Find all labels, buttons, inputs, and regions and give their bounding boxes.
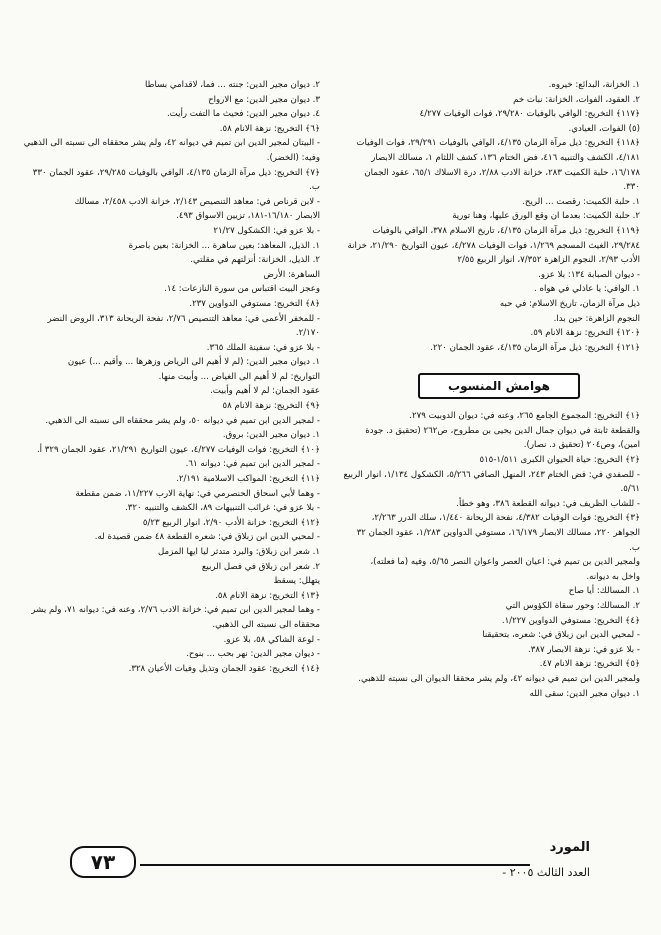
text-line: - لمجير الدين ابن تميم في ديوانه ٥٠، ولم يشر محققاه الى نسبته الى الذهبي. [45, 415, 320, 426]
text-line: ﴿٨﴾ التخريج: مستوفي الدواوين ٢٣٧. [189, 298, 320, 309]
text-line: - لابن قرناص في: معاهد التنصيص ٢/١٤٣، خزانة الادب ٢/٤٥٨، مسالك [74, 196, 320, 207]
text-line: - بلا عزو في: نزهة الابصار ٣٨٧. [528, 644, 640, 655]
text-line: ٢. شعر ابن زبلاق في فصل الربيع [201, 561, 320, 572]
text-line: ١. ديوان مجير الدين: سقى الله [529, 688, 640, 699]
text-line: ٢. العقود، الفوات، الخزانة: نبات خم [513, 94, 640, 105]
text-line: ٥/٦١. [620, 484, 640, 495]
text-line: الأدب ٢/٩٣، النجوم الزاهرة ٧/٣٥٢، انوار الربيع ٢/٥٥ [457, 255, 640, 266]
text-line: ١. شعر ابن زبلاق: والبرد متدثر ليا ايها المزمل [157, 547, 320, 557]
text-line: - وهما لأبي اسحاق الحنصرمي في: نهاية الارب ١١/٢٢٧، ضمن مقطعة [75, 488, 320, 499]
text-line: ﴿٣﴾ التخريج: فوات الوفيات ٤/٣٨٢، نفحة الريحانة ١/٤٤٠، سلك الدرر ٢/٢٦٣، [371, 513, 640, 524]
text-line: ٢. ديوان مجير الدين: جنته ... فما، لاقدامي بساطا [145, 80, 320, 90]
text-line: الجواهر ٢٢٠، مسالك الابصار ١٦/١٧٩، مستوفي الدواوين ١/٢٨٣، عقود الجمان ٣٢ [356, 528, 640, 539]
text-line: ٤. ديوان مجير الدين: فحيث ما التفت رأيت. [166, 109, 320, 120]
text-line: ﴿٤﴾ التخريج: مستوفي الدواوين ١/٢٢٧. [501, 615, 640, 626]
text-line: ﴿١١٩﴾ التخريج: ذيل مرآة الزمان ٤/١٣٥، تاريخ الاسلام ٣٧٨، الوافي بالوفيات [372, 225, 640, 236]
magazine-name: المورد [549, 840, 590, 855]
text-line: - لوعة الشاكي ٥٨، بلا عزو. [223, 634, 320, 645]
text-line: - وهما لمجير الدين ابن تميم في: خزانة الادب ٢/٧٦، وعنه في: ديوانه ٧١، ولم يشر [31, 605, 320, 616]
right-column-bottom [343, 409, 640, 701]
text-line: وفيه: (الخضر). [266, 152, 320, 163]
text-line: ٤/١٨١، الكشف والتنبيه ٤١٦، فض الختام ١٣٦، كشف اللثام ١، مسالك الابصار [371, 152, 640, 163]
text-line: - ديوان الصبابة ١٣٤: بلا عزو. [538, 269, 640, 280]
text-line: ﴿١﴾ التخريج: المجموع الجامع ٢٦٥، وعنه في: ديوان الدوبيت ٢٧٩. [409, 411, 640, 422]
text-line: ١. المسالك: أيا صاح [568, 586, 640, 597]
text-line: - للشاب الظريف في: ديوانه القطعة ٣٨٦، وهو خطأ. [456, 498, 640, 509]
text-line: وعجز البيت اقتباس من سورة النازعات: ١٤. [164, 284, 320, 295]
text-line: (٥) الفوات، العيادي. [568, 123, 640, 134]
section-heading: هوامش المنسوب [418, 373, 580, 399]
text-line: ١. ديوان مجير الدين: (لم لا أهيم الى الرياض وزهرها ... وأقيم ...) عيون [67, 357, 320, 368]
text-line: ﴿٥﴾ التخريج: نزهة الانام ٤٧. [539, 659, 640, 670]
text-line: - لمحيي الدين ابن زبلاق في: شعره القطعة ٤٨ ضمن قصيدة له. [94, 532, 320, 543]
text-line: ﴿٩﴾ التخريج: نزهة الانام ٥٨ [222, 401, 320, 412]
text-line: ٢٩/٢٨٤، الغيث المسجم ١/٢٦٩، فوات الوفيات ٤/٢٧٨، عيون التواريخ ٢١/٢٩٠، خزانة [347, 240, 640, 251]
text-line: - للمخفر الأعمى في: معاهد التنصيص ٢/٧٦، نفحة الريحانة ٣١٣، الروض النضر [47, 313, 320, 324]
text-line: ٢. حلبة الكميت: بعدما ان وقع الورق عليها، وهنا تورية [452, 211, 640, 222]
text-line: ب. [629, 542, 640, 553]
text-line: ١. حلبة الكميت: رقصت ... الريح. [522, 196, 640, 207]
text-line: ﴿١٢١﴾ التخريج: ذيل مرآة الزمان ٤/١٣٥، عقود الجمان ٢٢٠. [430, 342, 640, 353]
text-line: ولمجير الدين ابن تميم في ديوانه ٤٢، ولم يشر محققا الديوان الى نسبته للذهبي. [358, 673, 640, 684]
text-line: ٣. ديوان مجير الدين: مع الارواح [208, 94, 320, 105]
text-line: ﴿٧﴾ التخريج: ذيل مرآة الزمان ٤/١٣٥، الوافي بالوفيات ٢٩/٢٨٥، عقود الجمان ٣٣٠ [32, 167, 320, 178]
text-line: يتهلل: يسقط [273, 576, 320, 587]
text-line: ١. الوافي: يا عاذلي في هواه . [534, 284, 640, 295]
text-line: - لمحيي الدين ابن زبلاق في: شعره، بتحقيقنا [482, 630, 640, 641]
right-column [343, 78, 640, 701]
text-line: ذيل مرآة الزمان، تاريخ الاسلام: في حبه [499, 298, 640, 309]
text-line: ﴿١٢٠﴾ التخريج: نزهة الانام ٥٩. [530, 328, 640, 339]
text-line: ٢. الذيل، الخزانة: أنزلتهم في مقلتي. [190, 255, 320, 266]
text-line: ﴿١٢﴾ التخريج: خزانة الأدب ٢/٩٠، انوار الربيع ٥/٢٣ [142, 517, 320, 528]
text-line: عقود الجمان: لم لا أهيم وأبيت. [210, 386, 320, 397]
text-line: ٢. المسالك: وحور سقاة الكؤوس التي [505, 601, 640, 611]
text-line: ١. الخزانة، البدائع: خيروه. [548, 80, 640, 90]
page-number: ٧٣ [70, 846, 136, 878]
text-line: - بلا عزو في: الكشكول ٢١/٢٧ [213, 225, 320, 236]
text-line: ولمجير الدين بن تميم في: اعيان العصر واعوان النصر ٥/٦٥، وفيه (ما فعلته)، [370, 557, 640, 568]
text-line: ﴿١١٨﴾ التخريج: ذيل مرآة الزمان ٤/١٣٥، الوافي بالوفيات ٢٩/٢٩١، فوات الوفيات [356, 138, 640, 149]
text-line: النجوم الزاهرة: حين بدا. [553, 313, 640, 324]
text-line: ١. ديوان مجير الدين: بروق. [222, 430, 320, 441]
text-line: امين)، وص٢٠٤ (تحقيق د. نصار). [523, 440, 640, 451]
text-line: - لمجير الدين ابن تميم في: ديوانه ٦١. [185, 459, 320, 470]
text-line: ﴿١٤﴾ التخريج: عقود الجمان وتذيل وفيات الأعيان ٣٢٨. [128, 663, 320, 674]
text-line: - بلا عزو في: سفينة الملك ٣٦٥. [206, 342, 320, 353]
text-line: ٣٣٠. [623, 182, 640, 193]
text-line: ب. [309, 182, 320, 193]
text-line: ﴿١١﴾ التخريج: المواكب الاسلامية ٢/١٩١. [176, 474, 320, 485]
text-line: - للصفدي في: فض الختام ٢٤٣، المنهل الصافي ٥/٢٦٦، الكشكول ١/١٣٤، انوار الربيع [343, 469, 640, 480]
text-line: ﴿١١٧﴾ التخريج: الوافي بالوفيات ٢٩/٢٨٠، فوات الوفيات ٤/٢٧٧ [419, 109, 640, 120]
text-line: الابصار ١٦/١٨٠-١٨١، تزيين الاسواق ٤٩٣. [176, 211, 320, 222]
text-line: محققاه الى نسبته الى الذهبي. [212, 619, 320, 630]
text-line: - ديوان مجير الدين: نهر بحب ... بنوح. [186, 649, 320, 660]
text-line: ١. الذيل، المعاهد: بعين ساهرة ... الخزانة: بعين باصرة [128, 240, 320, 251]
text-line: ﴿٢﴾ التخريج: حياة الحيوان الكبرى ١/٥١١-٥١٥ [479, 455, 640, 466]
text-line: ﴿٦﴾ التخريج: نزهة الانام ٥٨. [219, 123, 320, 134]
right-column-top [347, 78, 640, 355]
text-line: ﴿١٣﴾ التخريج: نزهة الانام ٥٨. [215, 590, 320, 601]
text-line: التواريخ: لم لا أهيم الى الغياض ... وأبيت منها. [158, 371, 320, 382]
text-line: ١٦/١٧٨، حلبة الكميت ٢٨٣، خزانة الادب ٢/٨٨، درة الاسلاك ٦٥/١، عقود الجمان [364, 167, 640, 178]
text-line: والقطعة ثابتة في ديوان جمال الدين يحيى بن مطروح، ص٢٦٢ (تحقيق د. جودة [365, 425, 640, 436]
text-line: واخل به ديوانه. [586, 571, 640, 582]
issue-label: العدد الثالث ٢٠٠٥ - [502, 866, 590, 879]
text-line: - البيتان لمجير الدين ابن تميم في ديوانه ٤٢، ولم يشر محققاه الى نسبته الى الذهبي [23, 138, 320, 149]
text-line: ﴿١٠﴾ التخريج: فوات الوفيات ٤/٢٧٧، عيون التواريخ ٢١/٢٩١، عقود الجمان ٣٢٩ أ. [36, 444, 320, 455]
text-line: الساهرة: الأرض [263, 269, 320, 280]
left-column-lines [23, 78, 320, 676]
text-line: - بلا عزو في: غرائب التنبيهات ٨٩، الكشف والتنبيه ٣٢٠. [125, 503, 320, 514]
text-line: ٢/١٧٠. [295, 328, 320, 339]
left-column [23, 78, 320, 676]
